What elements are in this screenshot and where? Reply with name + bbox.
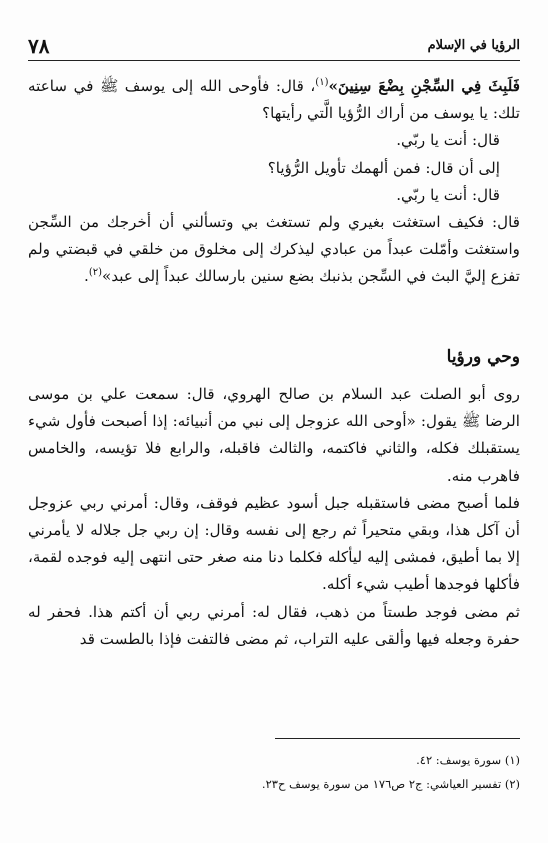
paragraph-3: إلى أن قال: فمن ألهمك تأويل الرُّؤيا؟: [267, 158, 500, 177]
footnote-ref-2: (٢): [88, 267, 103, 279]
paragraph-5-text: قال: فكيف استغثت بغيري ولم تستغث بي وتسألني أن أخرجك من السِّجن واستغثت وأمّلت عبداً من عبادي ليذكرك إلى مخلوق من خلقي في قبضتي ولم تفزع إليَّ البث في السِّجن بذنبك بضع سنين بارسالك عبداً إلى عبد»: [28, 213, 520, 286]
paragraph-7: فلما أصبح مضى فاستقبله جبل أسود عظيم فوقف، وقال: أمرني ربي عزوجل أن آكل هذا، وبقي متحيراً ثم رجع إلى نفسه وقال: إن ربي جل جلاله لا يأمرني إلا بما أطيق، فمشى إليه ليأكله فكلما دنا منه صغر حتى انتهى إليه فوجده لقمة، فأكلها فوجدها أطيب شيء أكله.: [28, 493, 520, 594]
paragraph-4: قال: أنت يا ربّي.: [396, 185, 500, 204]
paragraph-5-end: .: [84, 267, 89, 286]
paragraph-1-rest: ، قال: فأوحى الله إلى يوسف ﷺ في ساعته تلك: يا يوسف من أراك الرُّؤيا الَّتي رأيتها؟: [28, 77, 520, 123]
footnote-1: (١) سورة يوسف: ٤٢.: [416, 753, 520, 767]
paragraph-8: ثم مضى فوجد طستاً من ذهب، فقال له: أمرني ربي أن أكتم هذا. فحفر له حفرة وجعله فيها وألقى عليه التراب، ثم مضى فالتفت فإذا بالطست قد: [28, 602, 520, 648]
running-title: الرؤيا في الإسلام: [427, 38, 520, 53]
paragraph-6: روى أبو الصلت عبد السلام بن صالح الهروي، قال: سمعت علي بن موسى الرضا ﷺ يقول: «أوحى الله عزوجل إلى نبي من أنبيائه: إذا أصبحت فأول شيء يستقبلك فكله، والثاني فاكتمه، والثالث فاقبله، والرابع فلا تؤيسه، والخامس فاهرب منه.: [28, 385, 520, 485]
paragraph-2: قال: أنت يا ربّي.: [396, 131, 500, 150]
page-number: ٧٨: [28, 34, 50, 58]
footnote-separator: [275, 738, 520, 739]
footnotes: [28, 748, 520, 796]
quranic-quote: فَلَبِثَ فِي السِّجْنِ بِضْعَ سِنِينَ»: [328, 77, 521, 95]
running-header: [28, 34, 520, 61]
footnote-2: (٢) تفسير العياشي: ج٢ ص١٧٦ من سورة يوسف ح٢٣.: [261, 777, 520, 791]
section-heading: وحي ورؤيا: [446, 347, 520, 367]
paragraph-1: [28, 73, 520, 127]
paragraph-5: [28, 209, 520, 291]
footnote-ref-1: (١): [315, 76, 329, 88]
text-block-1: [28, 73, 520, 291]
text-block-2: [28, 341, 520, 653]
